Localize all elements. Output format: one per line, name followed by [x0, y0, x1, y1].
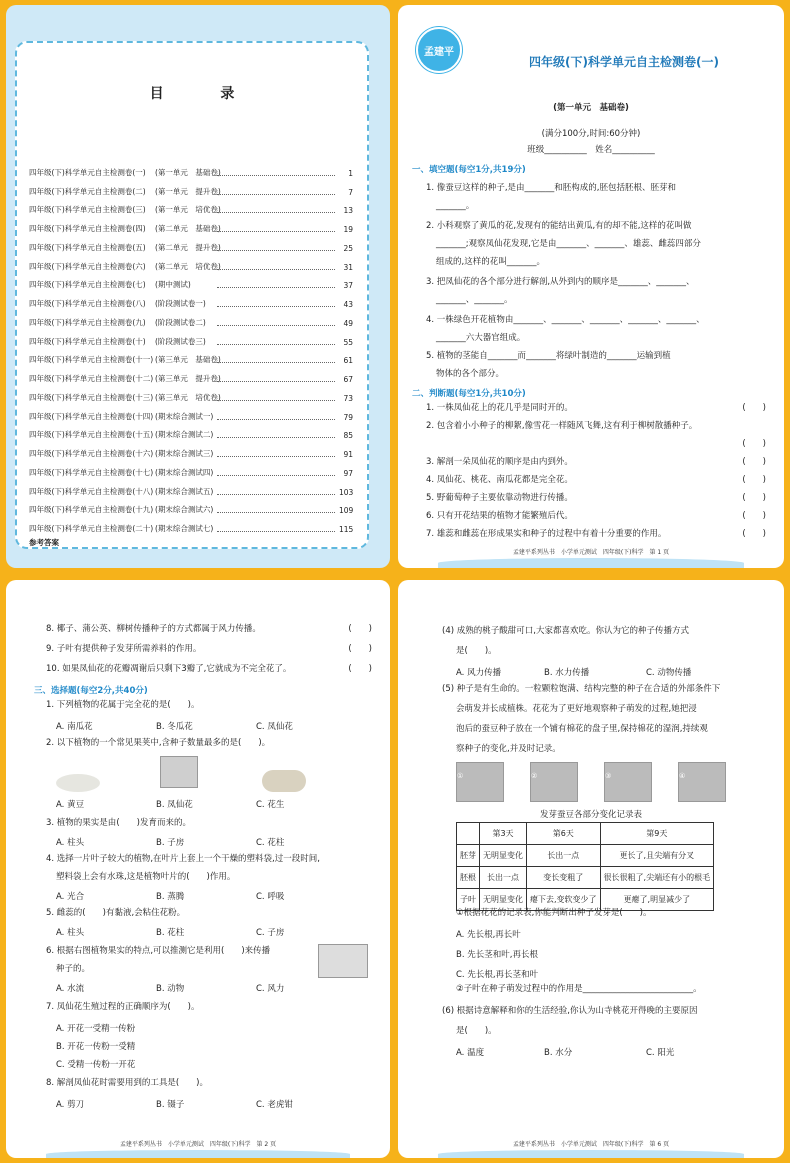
- toc-row-sub: (第二单元 培优卷): [155, 261, 221, 271]
- choice-q6b: 种子的。: [56, 964, 91, 974]
- toc-row-title: 四年级(下)科学单元自主检测卷(六): [29, 261, 146, 271]
- toc-row-page: 73: [343, 393, 353, 403]
- toc-row-sub: (第二单元 提升卷): [155, 242, 221, 252]
- toc-row-sub: (阶段测试卷一): [155, 299, 206, 308]
- toc-row-dots: [217, 325, 335, 326]
- choice-q6a: 6. 根据右图植物果实的特点,可以推测它是利用( )来传播: [46, 946, 271, 956]
- toc-row-dots: [217, 344, 335, 345]
- fill-q4b: _______六大器官组成。: [436, 333, 526, 343]
- c7-b: B. 开花一传粉一受精: [56, 1042, 136, 1052]
- c1-c: C. 凤仙花: [256, 722, 293, 732]
- td: 更瘪了,明显减少了: [600, 889, 714, 911]
- toc-row: [29, 384, 353, 403]
- choice-q7: 7. 凤仙花生殖过程的正确顺序为( )。: [46, 1002, 200, 1012]
- toc-row-title: 四年级(下)科学单元自主检测卷(一): [29, 167, 146, 177]
- s1-b: B. 先长茎和叶,再长根: [456, 950, 538, 960]
- peanut-image: [262, 770, 306, 792]
- q5c: 泡后的蚕豆种子放在一个铺有棉花的盘子里,保持棉花的湿润,持续观: [456, 724, 708, 734]
- toc-row-title: 四年级(下)科学单元自主检测卷(十四): [29, 411, 154, 421]
- toc-row-dots: [217, 194, 335, 195]
- toc-row: [29, 272, 353, 291]
- toc-row: [29, 178, 353, 197]
- fill-q2b: _______;观察凤仙花发现,它是由_______、_______、雄蕊、雌蕊四部分: [436, 239, 701, 249]
- toc-row-dots: [217, 400, 335, 401]
- toc-row: [29, 497, 353, 516]
- fill-q1b: _______。: [436, 201, 475, 211]
- soybean-pod-image: [56, 774, 100, 792]
- toc-row: [29, 515, 353, 534]
- td: 长出一点: [480, 867, 527, 889]
- exam-title: 四年级(下)科学单元自主检测卷(一): [529, 55, 719, 69]
- toc-row-title: 四年级(下)科学单元自主检测卷(七): [29, 280, 146, 290]
- toc-row-title: 四年级(下)科学单元自主检测卷(十七): [29, 467, 154, 477]
- toc-row-title: 四年级(下)科学单元自主检测卷(二): [29, 186, 146, 196]
- fill-q2c: 组成的,这样的花叫_______。: [436, 257, 545, 267]
- toc-row-sub: (第一单元 培优卷): [155, 205, 221, 215]
- toc-row-dots: [217, 362, 335, 363]
- toc-title: 目 录: [149, 86, 261, 102]
- q5a: (5) 种子是有生命的。一粒颗粒饱满、结构完整的种子在合适的外部条件下: [442, 684, 721, 694]
- c6-b: B. 动物: [156, 984, 185, 994]
- q5b: 会萌发并长成植株。花花为了更好地观察种子萌发的过程,她把浸: [456, 704, 697, 714]
- td: 更长了,且尖端有分叉: [600, 845, 714, 867]
- sprout-photo-4: ④: [678, 762, 726, 802]
- toc-row-title: 四年级(下)科学单元自主检测卷(二十): [29, 524, 154, 533]
- toc-row: [29, 215, 353, 234]
- toc-row: [29, 253, 353, 272]
- s2: ②子叶在种子萌发过程中的作用是__________________________。: [456, 984, 702, 994]
- impatiens-pod-image: [160, 756, 198, 788]
- sprout-photo-1: ①: [456, 762, 504, 802]
- toc-row-page: 97: [343, 468, 353, 478]
- toc-list: [29, 159, 353, 534]
- choice-q3: 3. 植物的果实是由( )发育而来的。: [46, 818, 191, 828]
- toc-box: [15, 41, 369, 549]
- toc-row-page: 13: [343, 206, 353, 216]
- td: 很长很粗了,尖端还有小的根毛: [600, 867, 714, 889]
- cloud-decoration: [438, 1150, 744, 1158]
- toc-row: [29, 422, 353, 441]
- c8-a: A. 剪刀: [56, 1100, 85, 1110]
- judge-q6: 6. 只有开花结果的植物才能繁殖后代。 ( ): [426, 511, 766, 521]
- toc-row-dots: [217, 287, 335, 288]
- c3-c: C. 花柱: [256, 838, 285, 848]
- toc-row-title: 四年级(下)科学单元自主检测卷(十): [29, 336, 146, 346]
- toc-row-dots: [217, 437, 335, 438]
- toc-row-dots: [217, 175, 335, 176]
- cloud-decoration: [46, 1150, 350, 1158]
- toc-row-page: 7: [348, 187, 353, 197]
- toc-row-title: 四年级(下)科学单元自主检测卷(十八): [29, 486, 154, 496]
- toc-row-title: 四年级(下)科学单元自主检测卷(十三): [29, 392, 154, 402]
- toc-row-page: 67: [343, 375, 353, 384]
- toc-row-dots: [217, 456, 335, 457]
- q4b: 是( )。: [456, 646, 497, 656]
- c3-a: A. 柱头: [56, 838, 85, 848]
- page-footer: 孟建平系列丛书 小学单元测试 四年级(下)科学 第 2 页: [119, 1141, 277, 1148]
- judge-q7: 7. 雄蕊和雌蕊在形成果实和种子的过程中有着十分重要的作用。 ( ): [426, 529, 766, 539]
- toc-row-dots: [217, 494, 335, 495]
- toc-row-sub: (第三单元 基础卷): [155, 355, 221, 365]
- choice-q5: 5. 雌蕊的( )有黏液,会粘住花粉。: [46, 908, 186, 918]
- fill-q4a: 4. 一株绿色开花植物由_______、_______、_______、_______、_______、: [426, 315, 705, 325]
- toc-row: [29, 478, 353, 497]
- toc-row-sub: (期末综合测试二): [155, 430, 214, 440]
- score-info: (满分100分,时间:60分钟): [541, 129, 641, 139]
- th: 第3天: [480, 823, 527, 845]
- toc-row-page: 85: [343, 431, 353, 441]
- q6-c: C. 阳光: [646, 1048, 675, 1058]
- c4-c: C. 呼吸: [256, 892, 285, 902]
- toc-row: [29, 159, 353, 178]
- td: 胚芽: [457, 845, 480, 867]
- judge-q9: 9. 子叶有提供种子发芽所需养料的作用。 ( ): [46, 644, 372, 654]
- choice-q1: 1. 下列植物的花属于完全花的是( )。: [46, 700, 200, 710]
- toc-row-sub: (阶段测试卷二): [155, 317, 206, 327]
- brand-logo: 孟建平: [416, 27, 462, 73]
- th: 第6天: [527, 823, 601, 845]
- toc-row-sub: (期末综合测试四): [155, 467, 214, 477]
- toc-row: [29, 347, 353, 366]
- c5-a: A. 柱头: [56, 928, 85, 938]
- c5-c: C. 子房: [256, 928, 285, 938]
- toc-row-dots: [217, 231, 335, 232]
- c8-b: B. 镊子: [156, 1100, 185, 1110]
- toc-row-page: 115: [339, 525, 354, 534]
- toc-row-sub: (第一单元 基础卷): [155, 167, 221, 177]
- toc-row-title: 四年级(下)科学单元自主检测卷(十九): [29, 505, 154, 515]
- c4-a: A. 光合: [56, 892, 85, 902]
- toc-row-dots: [217, 512, 335, 513]
- toc-row-page: 79: [343, 412, 353, 422]
- exam-page-1: 孟建平 四年级(下)科学单元自主检测卷(一) (第一单元 基础卷) (满分100分,时间:60分钟) 班级__________ 姓名__________ 一、填空题(每空1分,共19分) 1. 像蚕豆这样的种子,是由_______和胚构成的,胚包括胚根、胚芽和 _______。 2. 小科观察了黄瓜的花,发现有的能结出黄瓜,有的却不能,这样的花叫做 _______;观察凤仙花发现,它是由_______、_______、雄蕊、雌蕊四部分 组成的,这样的花叫_______。 3. 把凤仙花的各个部分进行解剖,从外到内的顺序是_______、_______、 _______、_______。 4. 一株绿色开花植物由_______、_______、_______、_______、_______、 _______六大器官组成。 5. 植物的茎能自_______而_______将绿叶制造的_______运输到植 物体的各个部分。 二、判断题(每空1分,共10分) 1. 一株凤仙花上的花几乎是同时开的。 ( ) 2. 包含着小小种子的柳絮,像雪花一样随风飞舞,这有利于柳树散播种子。 ( ) 3. 解剖一朵凤仙花的顺序是由内到外。 ( ) 4. 凤仙花、桃花、南瓜花都是完全花。 ( ) 5. 野葡萄种子主要依靠动物进行传播。 ( ) 6. 只有开花结果的植物才能繁殖后代。 ( ) 7. 雄蕊和雌蕊在形成果实和种子的过程中有着十分重要的作用。 ( ) 孟建平系列丛书 小学单元测试 四年级(下)科学 第 1 页: [398, 5, 784, 568]
- toc-row-title: 四年级(下)科学单元自主检测卷(十五): [29, 430, 154, 440]
- toc-row-page: 25: [343, 243, 353, 253]
- toc-row-title: 四年级(下)科学单元自主检测卷(五): [29, 242, 146, 252]
- q6-b: B. 水分: [544, 1048, 573, 1058]
- fill-heading: 一、填空题(每空1分,共19分): [412, 165, 526, 175]
- toc-row-dots: [217, 475, 335, 476]
- toc-row-title: 四年级(下)科学单元自主检测卷(十一): [29, 355, 154, 365]
- fill-q5b: 物体的各个部分。: [436, 369, 505, 379]
- toc-row-dots: [217, 250, 335, 251]
- toc-row-dots: [217, 212, 335, 213]
- th: [457, 823, 480, 845]
- toc-row-title: 四年级(下)科学单元自主检测卷(八): [29, 299, 146, 308]
- choice-q4a: 4. 选择一片叶子较大的植物,在叶片上套上一个干燥的塑料袋,过一段时间,: [46, 854, 320, 864]
- toc-row-sub: (阶段测试卷三): [155, 336, 206, 346]
- td: 子叶: [457, 889, 480, 911]
- toc-row-title: 四年级(下)科学单元自主检测卷(十六): [29, 449, 154, 458]
- toc-row-page: 19: [343, 225, 353, 234]
- toc-row-sub: (期末综合测试六): [155, 505, 214, 515]
- toc-row-title: 四年级(下)科学单元自主检测卷(十二): [29, 374, 154, 383]
- s1: ①根据花花的记录表,你能判断出种子发芽是( )。: [456, 908, 652, 918]
- q6a: (6) 根据诗意解释和你的生活经验,你认为山寺桃花开得晚的主要原因: [442, 1006, 698, 1016]
- judge-q10: 10. 如果凤仙花的花瓣凋谢后只剩下3瓣了,它就成为不完全花了。 ( ): [46, 664, 372, 674]
- toc-row-dots: [217, 419, 335, 420]
- td: 无明显变化: [480, 889, 527, 911]
- toc-row-sub: (第一单元 提升卷): [155, 186, 221, 196]
- toc-row-sub: (期末综合测试五): [155, 486, 214, 496]
- td: 变长变粗了: [527, 867, 601, 889]
- th: 第9天: [600, 823, 714, 845]
- q4a: (4) 成熟的桃子酸甜可口,大家都喜欢吃。你认为它的种子传播方式: [442, 626, 689, 636]
- toc-row-page: 49: [343, 318, 353, 328]
- s1-a: A. 先长根,再长叶: [456, 930, 521, 940]
- judge-q5: 5. 野葡萄种子主要依靠动物进行传播。 ( ): [426, 493, 766, 503]
- judge-q1: 1. 一株凤仙花上的花几乎是同时开的。 ( ): [426, 403, 766, 413]
- c8-c: C. 老虎钳: [256, 1100, 293, 1110]
- toc-row-page: 43: [343, 300, 353, 309]
- td: 胚根: [457, 867, 480, 889]
- toc-row: [29, 197, 353, 216]
- q4-b: B. 水力传播: [544, 668, 590, 678]
- fill-q3b: _______、_______。: [436, 295, 513, 305]
- td: 瘪下去,变软变少了: [527, 889, 601, 911]
- exam-page-6: [398, 580, 784, 1158]
- table-row: [457, 845, 714, 867]
- c1-b: B. 冬瓜花: [156, 722, 193, 732]
- toc-row-page: 91: [343, 450, 353, 459]
- page-footer: 孟建平系列丛书 小学单元测试 四年级(下)科学 第 6 页: [512, 1141, 670, 1148]
- toc-row-dots: [217, 531, 335, 532]
- toc-row: [29, 328, 353, 347]
- judge-q2: 2. 包含着小小种子的柳絮,像雪花一样随风飞舞,这有利于柳树散播种子。: [426, 421, 698, 431]
- page-footer: 孟建平系列丛书 小学单元测试 四年级(下)科学 第 1 页: [512, 549, 670, 556]
- choice-q4b: 塑料袋上会有水珠,这是植物叶片的( )作用。: [56, 872, 236, 882]
- toc-row-sub: (第二单元 基础卷): [155, 224, 221, 233]
- toc-row-page: 31: [343, 262, 353, 272]
- c2-b: B. 凤仙花: [156, 800, 193, 810]
- q6-a: A. 温度: [456, 1048, 485, 1058]
- exam-subtitle: (第一单元 基础卷): [553, 103, 629, 113]
- c6-a: A. 水流: [56, 984, 85, 994]
- toc-row-dots: [217, 269, 335, 270]
- sprout-photo-3: ③: [604, 762, 652, 802]
- dandelion-image: [318, 944, 368, 978]
- judge-q3: 3. 解剖一朵凤仙花的顺序是由内到外。 ( ): [426, 457, 766, 467]
- toc-row-dots: [217, 306, 335, 307]
- toc-row: [29, 440, 353, 459]
- table-header-row: [457, 823, 714, 845]
- c7-c: C. 受精一传粉一开花: [56, 1060, 136, 1070]
- toc-row-page: 55: [343, 337, 353, 347]
- table-title: 发芽蚕豆各部分变化记录表: [539, 810, 642, 820]
- toc-row: [29, 290, 353, 309]
- toc-row-sub: (期末综合测试三): [155, 449, 214, 458]
- toc-page: [6, 5, 390, 568]
- td: 无明显变化: [480, 845, 527, 867]
- choice-heading: 三、选择题(每空2分,共40分): [34, 686, 148, 696]
- toc-row-page: 61: [343, 356, 353, 366]
- name-line: 班级__________ 姓名__________: [527, 145, 655, 155]
- c2-a: A. 黄豆: [56, 800, 85, 810]
- c1-a: A. 南瓜花: [56, 722, 93, 732]
- toc-row-title: 四年级(下)科学单元自主检测卷(九): [29, 317, 146, 327]
- toc-row: [29, 309, 353, 328]
- c2-c: C. 花生: [256, 800, 285, 810]
- choice-q2: 2. 以下植物的一个常见果荚中,含种子数量最多的是( )。: [46, 738, 271, 748]
- exam-page-2: [6, 580, 390, 1158]
- q6b: 是( )。: [456, 1026, 497, 1036]
- toc-row-sub: (期末综合测试一): [155, 411, 214, 421]
- toc-row-sub: (期末综合测试七): [155, 524, 214, 533]
- toc-answers: 参考答案: [29, 538, 59, 547]
- toc-row: [29, 459, 353, 478]
- fill-q2a: 2. 小科观察了黄瓜的花,发现有的能结出黄瓜,有的却不能,这样的花叫做: [426, 221, 692, 231]
- q5d: 察种子的变化,并及时记录。: [456, 744, 561, 754]
- c4-b: B. 蒸腾: [156, 892, 185, 902]
- table-row: [457, 867, 714, 889]
- toc-row-page: 37: [343, 281, 353, 291]
- fill-q1a: 1. 像蚕豆这样的种子,是由_______和胚构成的,胚包括胚根、胚芽和: [426, 183, 676, 193]
- toc-row: [29, 234, 353, 253]
- toc-row-page: 1: [348, 168, 353, 178]
- toc-row-sub: (期中测试): [155, 280, 191, 290]
- c6-c: C. 风力: [256, 984, 285, 994]
- judge-q8: 8. 椰子、蒲公英、柳树传播种子的方式都属于风力传播。 ( ): [46, 624, 372, 634]
- record-table: [456, 822, 714, 911]
- fill-q5a: 5. 植物的茎能自_______而_______将绿叶制造的_______运输到植: [426, 351, 671, 361]
- toc-row-title: 四年级(下)科学单元自主检测卷(三): [29, 205, 146, 215]
- toc-row-title: 四年级(下)科学单元自主检测卷(四): [29, 224, 146, 233]
- toc-row-sub: (第三单元 提升卷): [155, 374, 221, 383]
- toc-row-page: 103: [339, 487, 354, 497]
- q4-c: C. 动物传播: [646, 668, 692, 678]
- fill-q3a: 3. 把凤仙花的各个部分进行解剖,从外到内的顺序是_______、_______、: [426, 277, 695, 287]
- sprout-photo-2: ②: [530, 762, 578, 802]
- toc-row: [29, 403, 353, 422]
- c5-b: B. 花柱: [156, 928, 185, 938]
- choice-q8: 8. 解剖凤仙花时需要用到的工具是( )。: [46, 1078, 208, 1088]
- c3-b: B. 子房: [156, 838, 185, 848]
- judge-heading: 二、判断题(每空1分,共10分): [412, 389, 526, 399]
- toc-row: [29, 365, 353, 384]
- c7-a: A. 开花一受精一传粉: [56, 1024, 136, 1034]
- td: 长出一点: [527, 845, 601, 867]
- toc-row-page: 109: [339, 506, 354, 516]
- s1-c: C. 先长根,再长茎和叶: [456, 970, 539, 980]
- toc-row-dots: [217, 381, 335, 382]
- toc-row-sub: (第三单元 培优卷): [155, 392, 221, 402]
- judge-q4: 4. 凤仙花、桃花、南瓜花都是完全花。 ( ): [426, 475, 766, 485]
- q4-a: A. 风力传播: [456, 668, 502, 678]
- cloud-decoration: [438, 558, 744, 568]
